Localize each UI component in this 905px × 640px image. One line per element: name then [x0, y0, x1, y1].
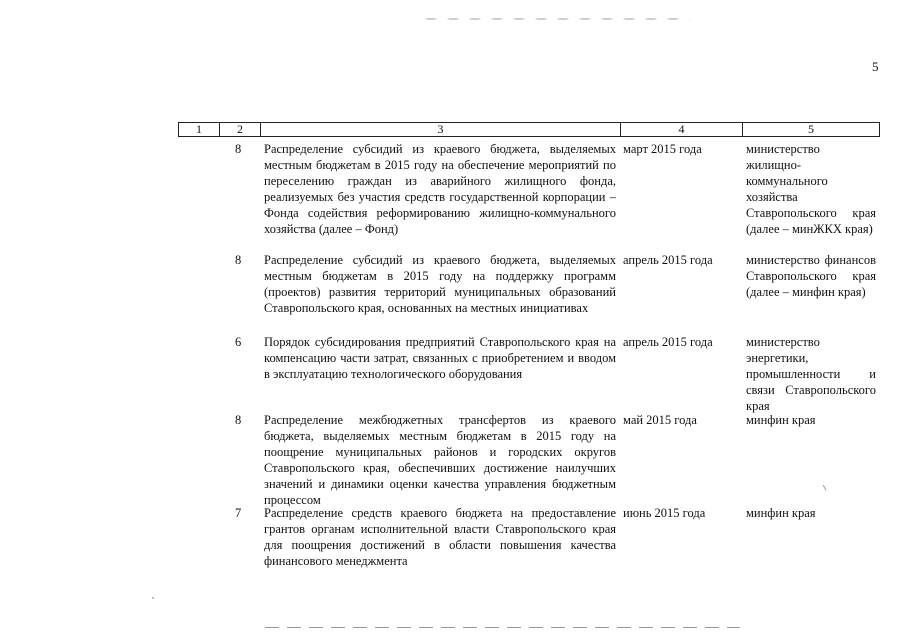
- table-header-row: [178, 122, 880, 137]
- row-deadline: март 2015 года: [623, 142, 702, 156]
- header-cell-5: 5: [808, 122, 814, 136]
- row-number: 8: [235, 142, 242, 156]
- page-number: 5: [872, 59, 879, 74]
- header-cell-3: 3: [261, 123, 621, 136]
- scan-artifact-dots: [420, 17, 690, 21]
- row-deadline: май 2015 года: [623, 413, 697, 427]
- row-number: 7: [235, 506, 242, 520]
- row-number: 8: [235, 253, 242, 267]
- row-deadline: июнь 2015 года: [623, 506, 706, 520]
- row-description: Порядок субсидирования предприятий Ставропольского края на компенсацию части затрат, связанных с приобретением и вводом в эксплуатацию технологического оборудования: [264, 335, 616, 381]
- row-deadline: апрель 2015 года: [623, 253, 713, 267]
- row-description: Распределение средств краевого бюджета на предоставление грантов органам исполнительной власти Ставропольского края для поощрения достижений в области повышения качества финансового менеджмента: [264, 506, 616, 568]
- scan-artifact-mark: [823, 483, 829, 490]
- row-number: 6: [235, 335, 242, 349]
- row-responsible: министерство энергетики, промышленности и связи Ставропольского края: [746, 335, 876, 413]
- row-description: Распределение субсидий из краевого бюджета, выделяемых местным бюджетам в 2015 году на поддержку программ (проектов) развития территорий муниципальных образований Ставропольского края, основанных на местных инициативах: [264, 253, 616, 315]
- scan-artifact-bottom-line: [265, 627, 740, 628]
- row-description: Распределение межбюджетных трансфертов из краевого бюджета, выделяемых местным бюджетам в 2015 году на поощрение муниципальных районов и городских округов Ставропольского края, обеспечивших достижение наилучших значений и динамики оценки качества управления бюджетным процессом: [264, 413, 616, 507]
- header-cell-1: 1: [179, 123, 220, 136]
- row-description: Распределение субсидий из краевого бюджета, выделяемых местным бюджетам в 2015 году на обеспечение мероприятий по переселению граждан из аварийного жилищного фонда, реализуемых без участия средств государственной корпорации – Фонда содействия реформированию жилищно-коммунального хозяйства (далее – Фонд): [264, 142, 616, 236]
- header-cell-4: 4: [621, 123, 743, 136]
- row-responsible: минфин края: [746, 506, 816, 520]
- row-number: 8: [235, 413, 242, 427]
- row-responsible: минфин края: [746, 413, 816, 427]
- row-responsible: министерство жилищно-коммунального хозяйства Ставропольского края (далее – минЖКХ края): [746, 142, 876, 236]
- row-deadline: апрель 2015 года: [623, 335, 713, 349]
- row-responsible: министерство финансов Ставропольского края (далее – минфин края): [746, 253, 876, 299]
- scan-artifact-dot: [152, 597, 154, 599]
- header-cell-2: 2: [220, 123, 261, 136]
